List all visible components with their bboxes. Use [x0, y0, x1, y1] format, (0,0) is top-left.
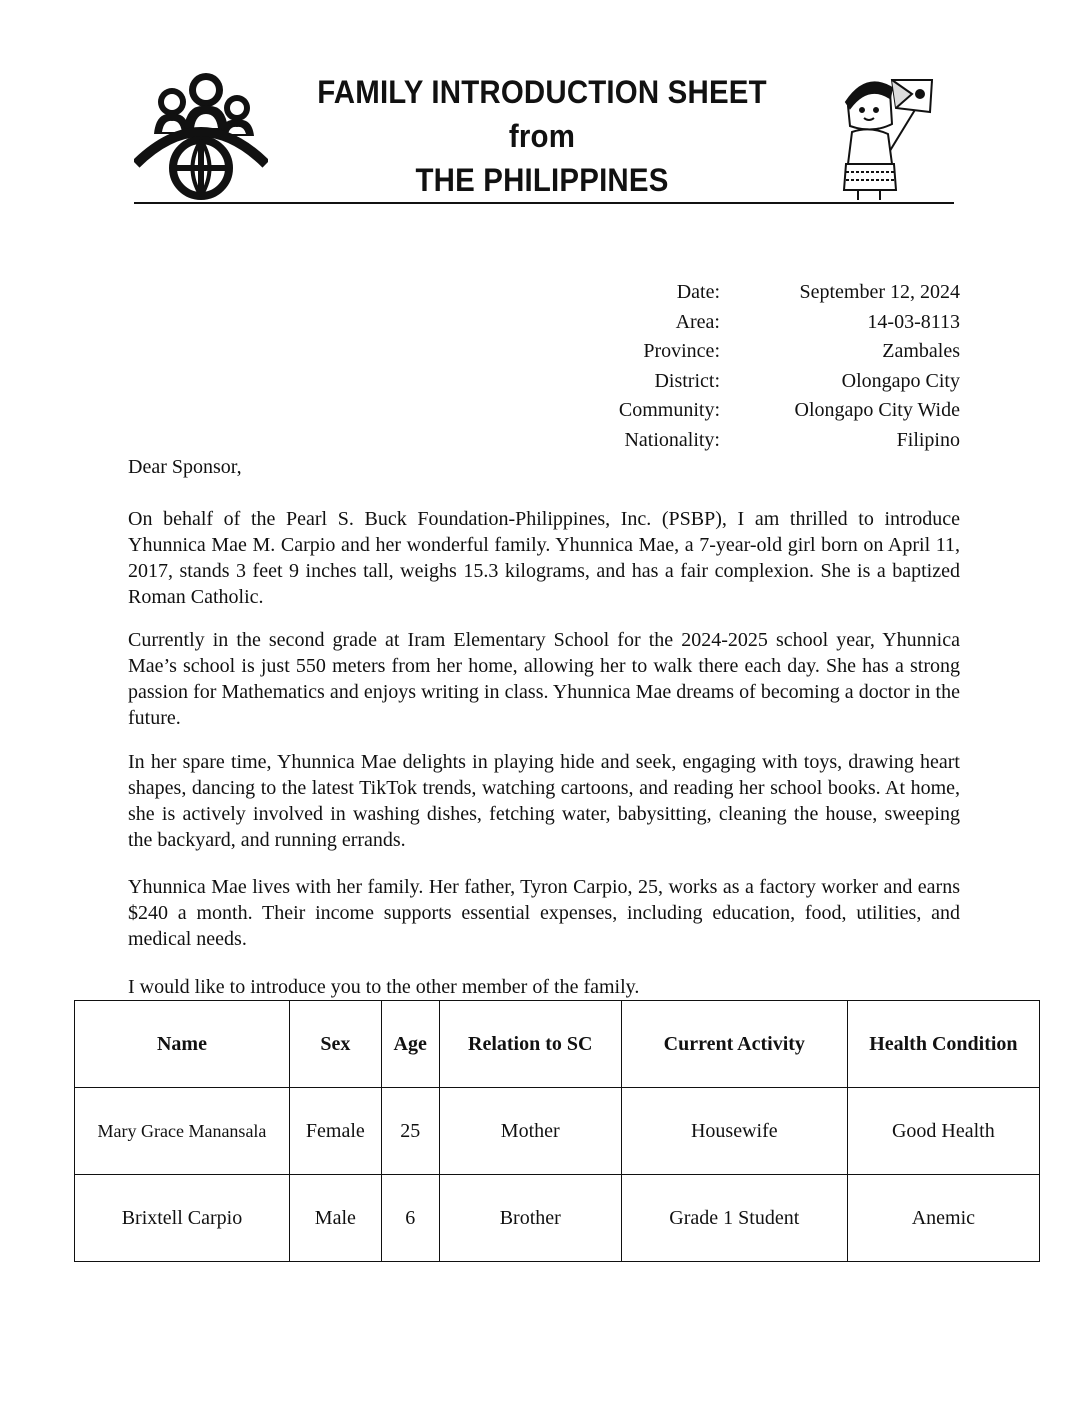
header-sex: Sex: [289, 1001, 381, 1088]
paragraph-intro: On behalf of the Pearl S. Buck Foundation-Philippines, Inc. (PSBP), I am thrilled to introduce Yhunnica Mae M. Carpio and her wonderful family. Yhunnica Mae, a 7-year-old girl born on April 11, 2017, stands 3 feet 9 inches tall, weighs 15.3 kilograms, and has a fair complexion. She is a baptized Roman Catholic.: [128, 508, 960, 608]
header-activity: Current Activity: [621, 1001, 847, 1088]
cell-age: 6: [381, 1175, 439, 1262]
greeting: Dear Sponsor,: [128, 456, 242, 478]
nationality-value: Filipino: [896, 428, 960, 451]
title-line-3: THE PHILIPPINES: [415, 162, 669, 198]
info-row-community: [560, 396, 960, 426]
province-value: Zambales: [882, 340, 960, 363]
community-value: Olongapo City Wide: [794, 399, 960, 422]
header-name: Name: [75, 1001, 290, 1088]
cell-name: Mary Grace Manansala: [75, 1088, 290, 1175]
cell-activity: Housewife: [621, 1088, 847, 1175]
paragraph-hobbies: In her spare time, Yhunnica Mae delights in playing hide and seek, engaging with toys, drawing heart shapes, dancing to the latest TikTok trends, watching cartoons, and reading her school books. At home, she is actively involved in washing dishes, fetching water, babysitting, cleaning the house, sweeping the backyard, and running errands.: [128, 751, 960, 851]
cell-relation: Brother: [439, 1175, 621, 1262]
family-globe-logo-icon: [134, 72, 268, 200]
info-row-nationality: [560, 426, 960, 456]
cell-name: Brixtell Carpio: [75, 1175, 290, 1262]
nationality-label: Nationality:: [624, 428, 720, 451]
table-row: [75, 1175, 1040, 1262]
cell-age: 25: [381, 1088, 439, 1175]
paragraph-table-intro: I would like to introduce you to the other member of the family.: [128, 976, 640, 998]
cell-health: Anemic: [847, 1175, 1039, 1262]
cell-sex: Female: [289, 1088, 381, 1175]
cell-sex: Male: [289, 1175, 381, 1262]
header-relation: Relation to SC: [439, 1001, 621, 1088]
family-members-table: [74, 1000, 1040, 1262]
title-line-2: from: [508, 118, 576, 154]
area-value: 14-03-8113: [867, 310, 960, 333]
cell-health: Good Health: [847, 1088, 1039, 1175]
header-health: Health Condition: [847, 1001, 1039, 1088]
province-label: Province:: [643, 340, 720, 363]
district-label: District:: [654, 369, 720, 392]
title-line-1: FAMILY INTRODUCTION SHEET: [317, 74, 767, 110]
district-value: Olongapo City: [841, 369, 960, 392]
header-divider: [134, 202, 954, 204]
paragraph-school: Currently in the second grade at Iram Elementary School for the 2024-2025 school year, Yhunnica Mae’s school is just 550 meters from her home, allowing her to walk there each day. She has a strong passion for Mathematics and enjoys writing in class. Yhunnica Mae dreams of becoming a doctor in the future.: [128, 629, 960, 729]
community-label: Community:: [618, 399, 720, 422]
cell-relation: Mother: [439, 1088, 621, 1175]
header-age: Age: [381, 1001, 439, 1088]
info-row-district: [560, 367, 960, 397]
info-row-area: [560, 308, 960, 338]
info-row-province: [560, 337, 960, 367]
sheet-title: [301, 70, 783, 202]
cell-activity: Grade 1 Student: [621, 1175, 847, 1262]
table-row: [75, 1088, 1040, 1175]
info-block: [560, 278, 960, 455]
area-label: Area:: [675, 310, 720, 333]
info-row-date: [560, 278, 960, 308]
paragraph-family: Yhunnica Mae lives with her family. Her father, Tyron Carpio, 25, works as a factory worker and earns $240 a month. Their income supports essential expenses, including education, food, utilities, and medical needs.: [128, 876, 960, 950]
table-header-row: [75, 1001, 1040, 1088]
girl-with-flag-icon: [832, 72, 942, 202]
date-label: Date:: [676, 281, 720, 304]
date-value: September 12, 2024: [799, 281, 960, 304]
